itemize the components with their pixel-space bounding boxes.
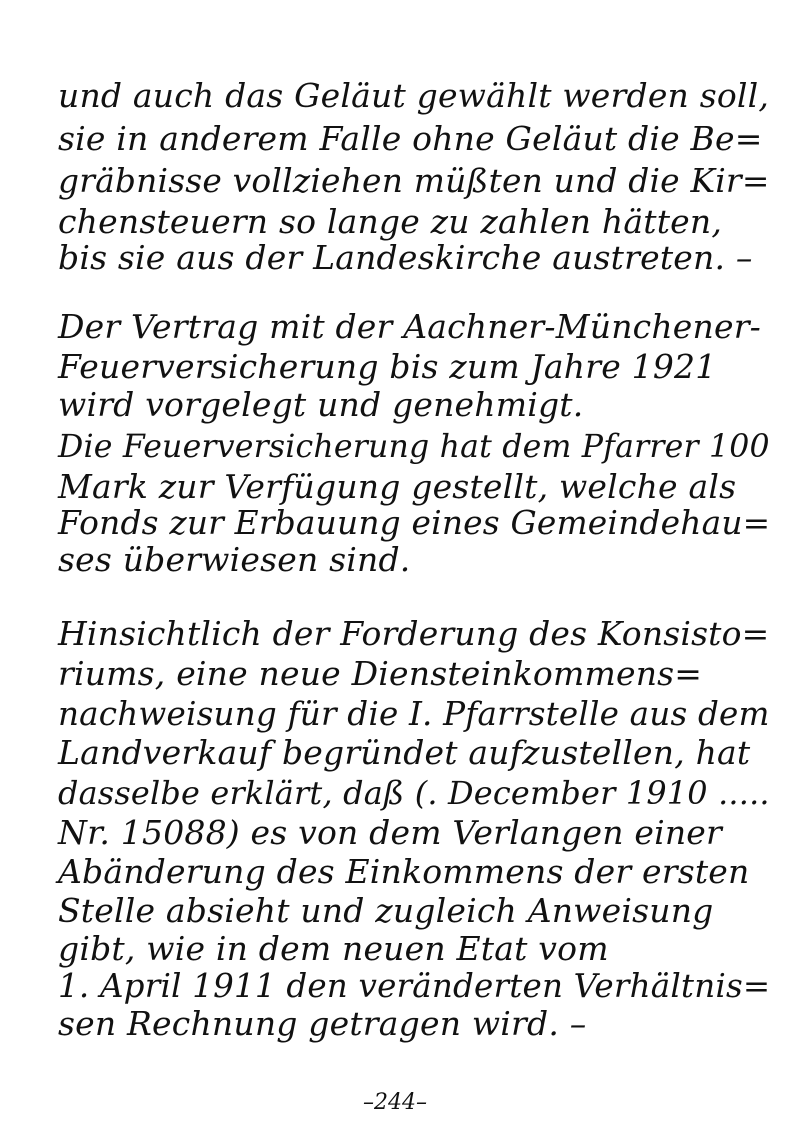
text-line: sen Rechnung getragen wird. – <box>58 1004 587 1043</box>
text-line: Fonds zur Erbauung eines Gemeindehau= <box>58 504 771 542</box>
text-line: ses überwiesen sind. <box>58 540 411 579</box>
text-line: sie in anderem Falle ohne Geläut die Be= <box>58 119 763 158</box>
text-line: Die Feuerversicherung hat dem Pfarrer 100 <box>58 429 770 465</box>
page-number: –244– <box>363 1090 427 1115</box>
text-line: nachweisung für die I. Pfarrstelle aus dem <box>58 695 770 733</box>
text-line: Nr. 15088) es von dem Verlangen einer <box>58 813 723 852</box>
text-line: Landverkauf begründet aufzustellen, hat <box>58 733 751 772</box>
text-line: und auch das Geläut gewählt werden soll, <box>58 76 770 115</box>
text-line: 1. April 1911 den veränderten Verhältnis= <box>58 967 771 1005</box>
text-line: Der Vertrag mit der Aachner-Münchener- <box>58 307 762 346</box>
text-line: bis sie aus der Landeskirche austreten. – <box>58 238 753 277</box>
text-line: chensteuern so lange zu zahlen hätten, <box>58 202 723 241</box>
text-line: gräbnisse vollziehen müßten und die Kir= <box>58 161 770 200</box>
text-line: Stelle absieht und zugleich Anweisung <box>58 891 714 930</box>
text-line: wird vorgelegt und genehmigt. <box>58 385 584 424</box>
text-line: Feuerversicherung bis zum Jahre 1921 <box>58 347 717 386</box>
text-line: Abänderung des Einkommens der ersten <box>58 852 750 891</box>
text-line: gibt, wie in dem neuen Etat vom <box>58 929 609 968</box>
text-line: dasselbe erklärt, daß (. December 1910 ..... <box>58 774 770 812</box>
text-line: Mark zur Verfügung gestellt, welche als <box>58 467 737 506</box>
text-line: riums, eine neue Diensteinkommens= <box>58 654 703 693</box>
text-line: Hinsichtlich der Forderung des Konsisto= <box>58 614 770 653</box>
